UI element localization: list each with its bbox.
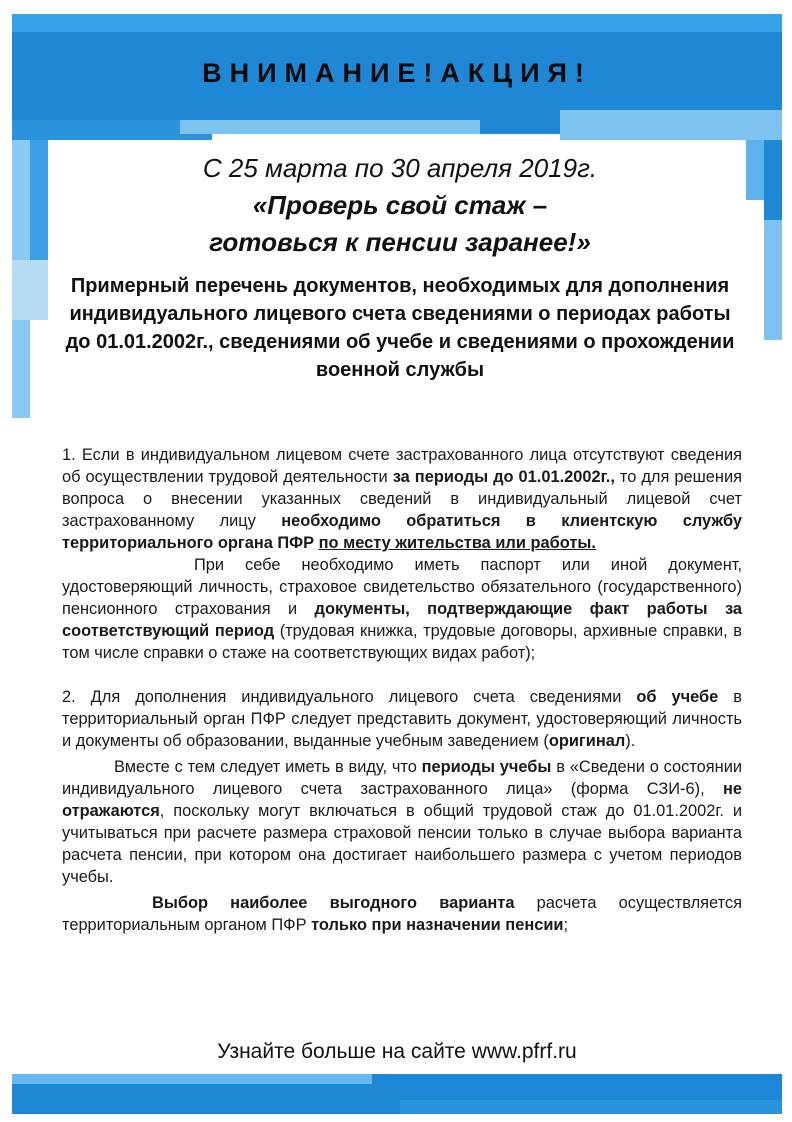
campaign-headline bbox=[60, 150, 740, 261]
decor-left-bar bbox=[30, 140, 48, 260]
website-link-text: Узнайте больше на сайте www.pfrf.ru bbox=[217, 1040, 577, 1063]
text-bold: Выбор наиболее выгодного варианта bbox=[152, 894, 515, 912]
text-bold: необходимо обратиться в клиентскую службу территориального органа ПФР bbox=[62, 512, 742, 552]
header-band-highlight bbox=[12, 14, 782, 32]
section2-paragraph1 bbox=[62, 686, 742, 752]
text-bold: только при назначении пенсии bbox=[311, 916, 564, 934]
decor-strip bbox=[560, 110, 782, 140]
text: в «Сведени о состоянии индивидуального лицевого счета застрахованного лица» (форма СЗИ-6), bbox=[62, 758, 742, 798]
text: расчета осуществляется территориальным органом ПФР bbox=[62, 894, 742, 934]
section2-paragraph2 bbox=[62, 756, 742, 888]
text-bold: документы, подтверждающие факт работы за соответствующий период bbox=[62, 600, 742, 640]
decor-right-bar bbox=[746, 140, 764, 200]
decor-strip bbox=[180, 120, 480, 134]
text: Вместе с тем следует иметь в виду, что bbox=[114, 758, 422, 776]
section1-paragraph2 bbox=[62, 554, 742, 664]
text: 1. Если в индивидуальном лицевом счете застрахованного лица отсутствуют сведения об осуществлении трудовой деятельности bbox=[62, 446, 742, 486]
text-bold: за периоды до 01.01.2002г., bbox=[392, 468, 615, 486]
text-bold: оригинал bbox=[548, 732, 626, 750]
text: При себе необходимо иметь паспорт или иной документ, удостоверяющий личность, страховое свидетельство обязательного (государственного) пенсионного страхования и bbox=[62, 556, 742, 618]
document-body bbox=[62, 444, 742, 936]
footer-band-stripe bbox=[400, 1100, 782, 1114]
text: то для решения вопроса о внесении указанных сведений в индивидуальный лицевой счет застрахованному лицу bbox=[62, 468, 742, 530]
text-bold: не отражаются bbox=[62, 780, 742, 820]
decor-left-bar bbox=[12, 260, 48, 320]
text: 2. Для дополнения индивидуального лицевого счета сведениями bbox=[62, 688, 637, 706]
campaign-dates: С 25 марта по 30 апреля 2019г. bbox=[202, 153, 598, 183]
text: (трудовая книжка, трудовые договоры, архивные справки, в том числе справки о стаже на соответствующих видах работ); bbox=[62, 622, 742, 662]
decor-right-bar bbox=[764, 220, 782, 340]
text: , поскольку могут включаться в общий трудовой стаж до 01.01.2002г. и учитываться при расчете размера страховой пенсии только в случае выбора варианта расчета пенсии, при котором она достигает наибольшего размера с учетом периодов учебы. bbox=[62, 802, 742, 886]
document-subheading: Примерный перечень документов, необходимых для дополнения индивидуального лицевого счета сведениями о периодах работы до 01.01.2002г., сведениями об учебе и сведениями о прохождении военной службы bbox=[65, 275, 735, 381]
text-bold: периоды учебы bbox=[421, 758, 552, 776]
campaign-slogan-line1: «Проверь свой стаж – bbox=[252, 190, 548, 220]
text-bold-underline: по месту жительства или работы. bbox=[318, 534, 596, 552]
text-bold: об учебе bbox=[636, 688, 719, 706]
section2-paragraph3 bbox=[62, 892, 742, 936]
footer-band-highlight bbox=[12, 1074, 372, 1084]
text: в территориальный орган ПФР следует представить документ, удостоверяющий личность и документы об образовании, выданные учебным заведением ( bbox=[62, 688, 742, 750]
campaign-slogan-line2: готовься к пенсии заранее!» bbox=[209, 227, 591, 257]
attention-banner: ВНИМАНИЕ!АКЦИЯ! bbox=[202, 58, 592, 88]
text: ). bbox=[625, 732, 636, 750]
text: ; bbox=[563, 916, 569, 934]
section1-paragraph1 bbox=[62, 444, 742, 554]
